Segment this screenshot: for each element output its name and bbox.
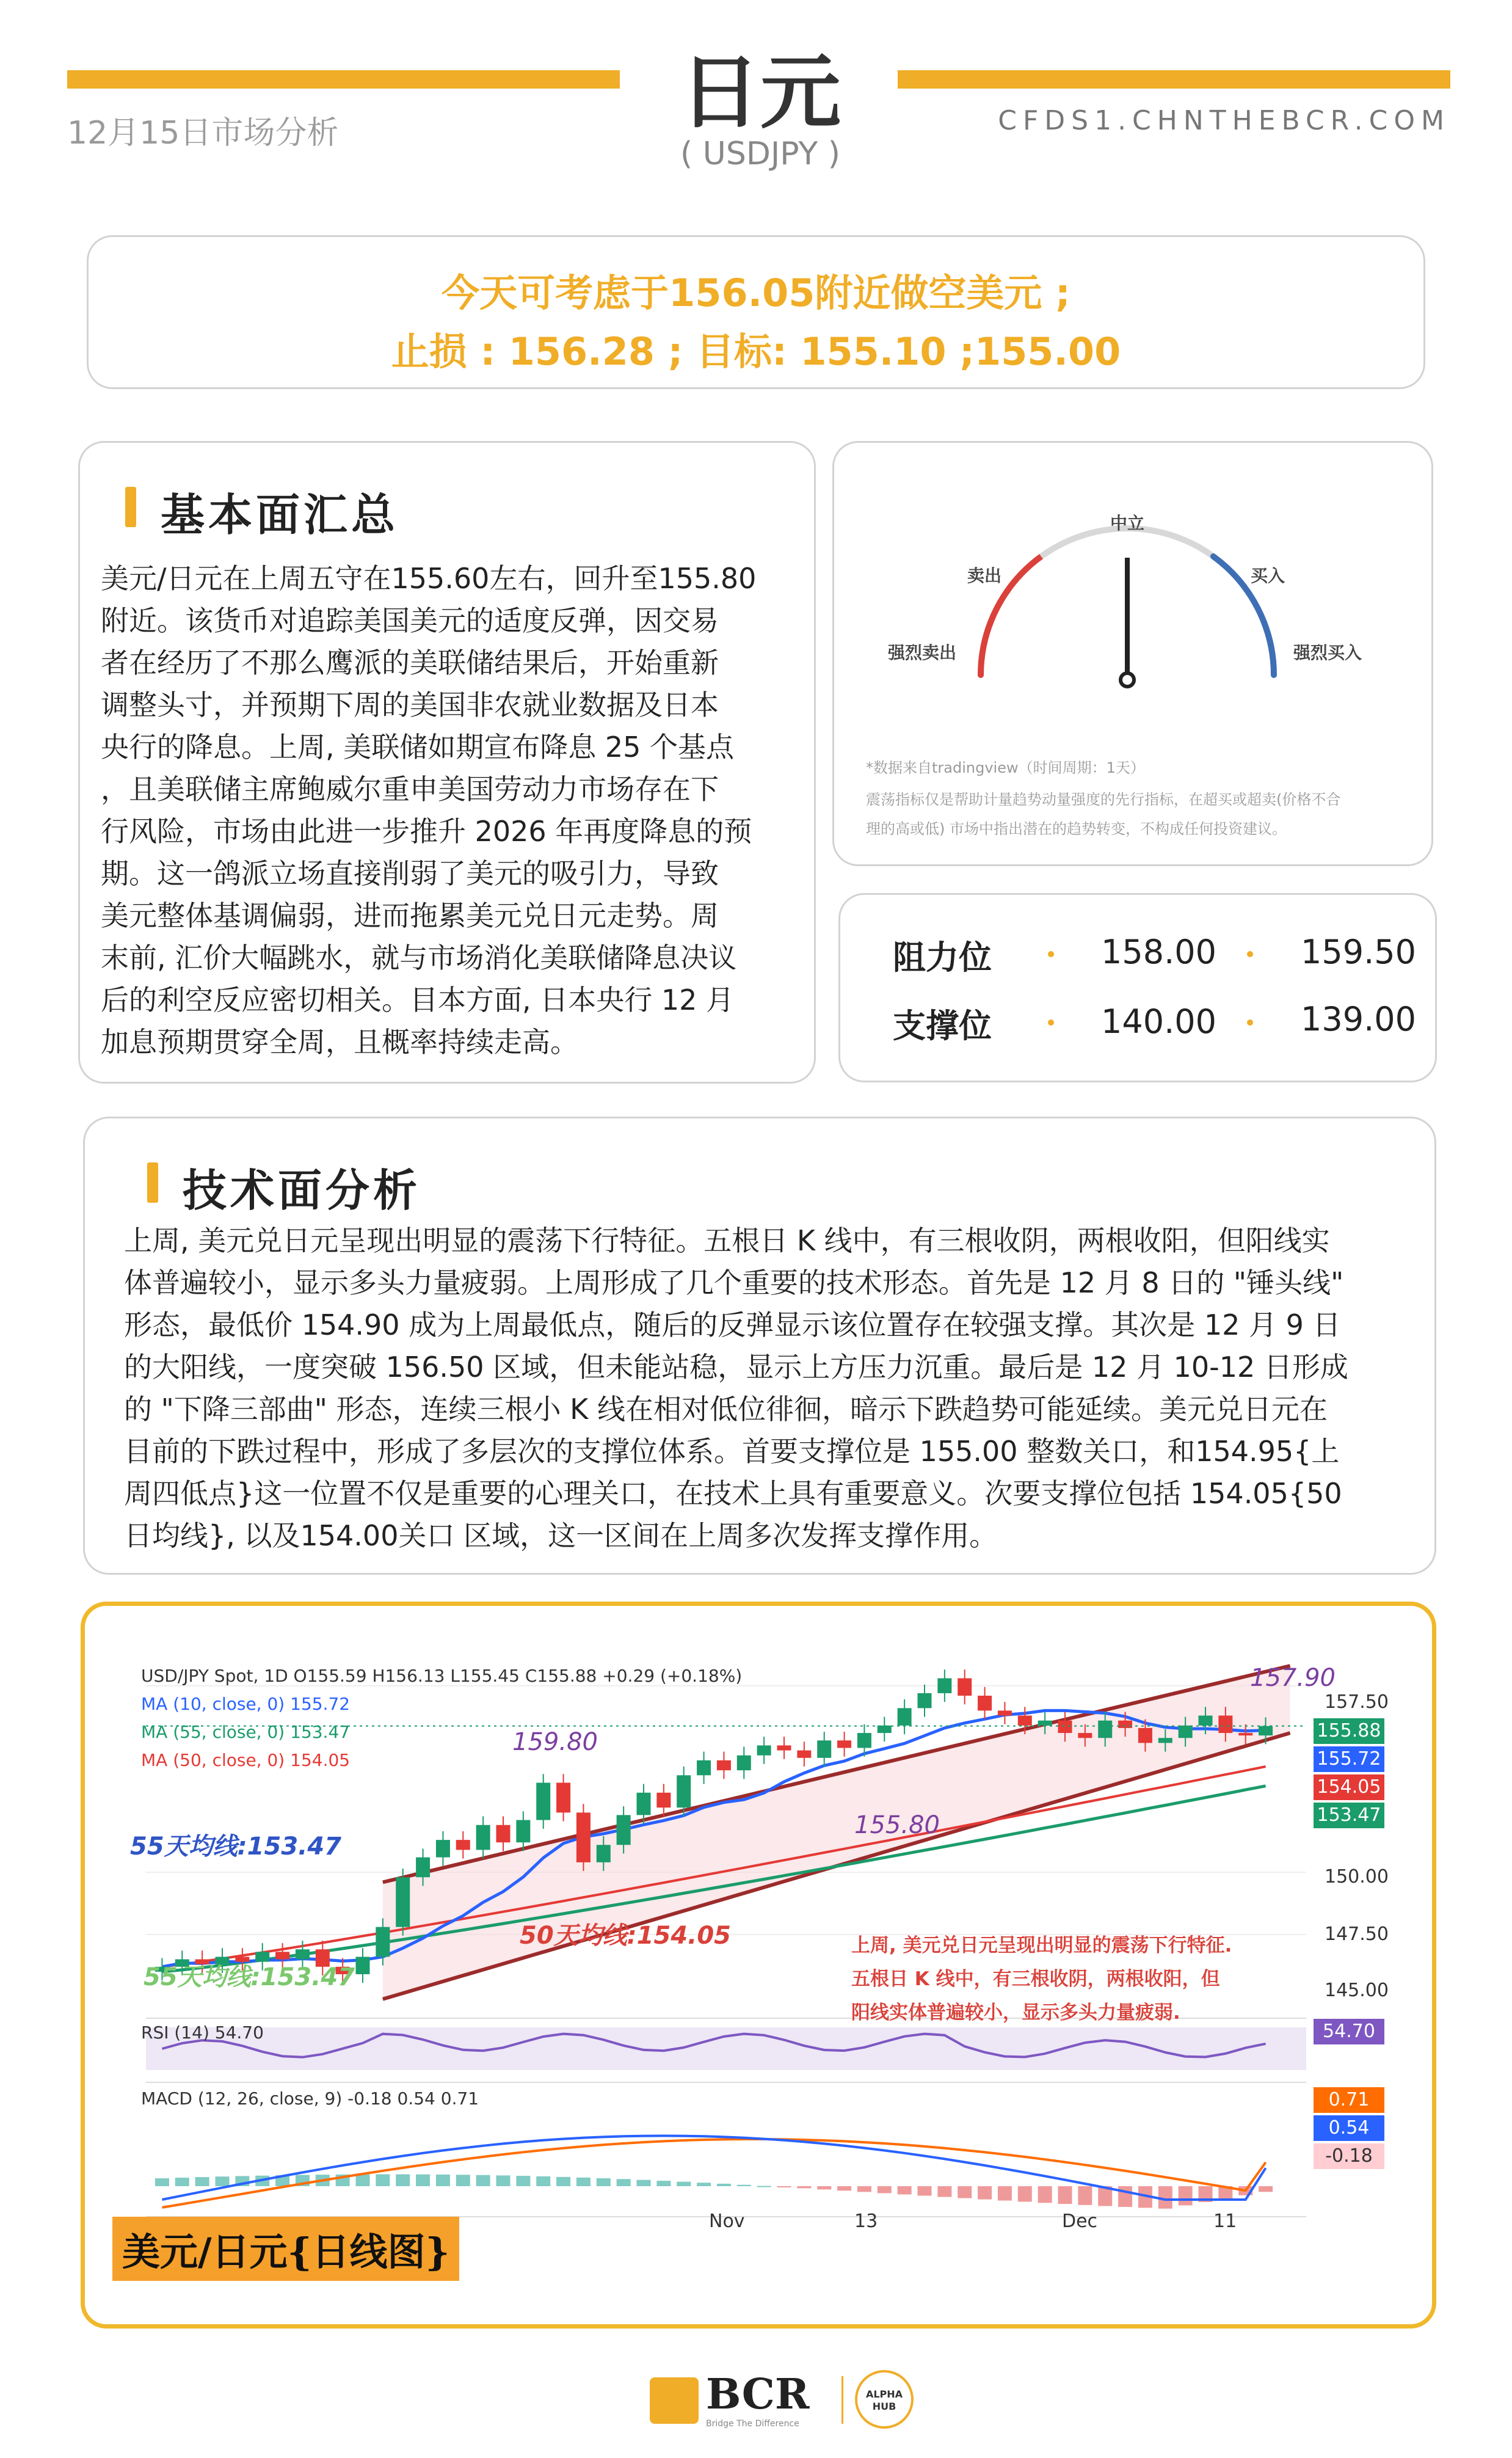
- candle-body: [1078, 1733, 1092, 1738]
- text-line: 的 "下降三部曲" 形态，连续三根小 K 线在相对低位徘徊，暗示下跌趋势可能延续。美元兑日元在: [124, 1393, 1328, 1426]
- chart-legend-ma10: MA (10, close, 0) 155.72: [141, 1694, 351, 1714]
- macd-hist-bar: [376, 2175, 390, 2186]
- macd-hist-bar: [978, 2186, 992, 2200]
- time-axis-label: 11: [1213, 2211, 1237, 2232]
- time-axis-label: Dec: [1062, 2211, 1098, 2232]
- rsi-tag: 54.70: [1314, 2019, 1384, 2044]
- text-line: 形态，最低价 154.90 成为上周最低点，随后的反弹显示该位置存在较强支撑。其次是 12 月 9 日: [124, 1308, 1341, 1341]
- candle-body: [1058, 1721, 1072, 1733]
- macd-hist-bar: [1078, 2186, 1092, 2205]
- time-axis-label: Nov: [709, 2211, 745, 2232]
- macd-hist-bar: [216, 2176, 230, 2186]
- bcr-tagline: Bridge The Difference: [706, 2419, 799, 2429]
- candle-body: [1199, 1716, 1213, 1726]
- candle-body: [998, 1710, 1012, 1715]
- candle-body: [797, 1751, 811, 1758]
- price-axis-label: 150.00: [1325, 1866, 1389, 1887]
- bcr-logo: [650, 2370, 827, 2431]
- annotation-159-80: 159.80: [512, 1728, 598, 1756]
- bullet-dot: [1048, 951, 1054, 957]
- macd-hist-bar: [556, 2177, 570, 2186]
- alpha-hub-logo: [855, 2370, 914, 2429]
- candle-body: [597, 1845, 611, 1862]
- macd-hist-bar: [396, 2175, 410, 2186]
- support-2: 139.00: [1301, 1000, 1416, 1038]
- macd-hist-bar: [817, 2186, 831, 2189]
- text-line: 附近。该货币对追踪美国美元的适度反弹，因交易: [101, 604, 719, 637]
- macd-hist-bar: [597, 2178, 611, 2186]
- macd-hist-bar: [878, 2186, 892, 2193]
- candle-body: [416, 1858, 430, 1878]
- candle-body: [1158, 1738, 1172, 1743]
- macd-hist-bar: [617, 2179, 631, 2186]
- macd-hist-bar: [998, 2186, 1012, 2201]
- macd-hist-bar: [496, 2175, 511, 2186]
- macd-hist-bar: [1018, 2186, 1032, 2201]
- candle-body: [656, 1793, 671, 1807]
- gauge-note-2: 震荡指标仅是帮助计量趋势动量强度的先行指标，在超买或超卖(价格不合: [866, 791, 1341, 808]
- text-line: 后的利空反应密切相关。目本方面, 日本央行 12 月: [101, 983, 735, 1016]
- rsi-label: RSI (14) 54.70: [141, 2022, 264, 2043]
- chart-legend-ohlc: USD/JPY Spot, 1D O155.59 H156.13 L155.45 C155.88 +0.29 (+0.18%): [141, 1666, 743, 1686]
- text-line: 加息预期贯穿全周，且概率持续走高。: [101, 1026, 578, 1059]
- candle-body: [958, 1679, 972, 1696]
- text-line: 美元整体基调偏弱，进而拖累美元兑日元走势。周: [101, 899, 719, 932]
- date-label: 12月15日市场分析: [67, 115, 339, 151]
- gauge-label-strong-buy: 强烈买入: [1293, 643, 1362, 663]
- technical-text: [124, 1220, 1419, 1557]
- candle-body: [978, 1696, 992, 1710]
- macd-hist-bar: [898, 2186, 912, 2194]
- candle-body: [857, 1733, 871, 1748]
- signal-card: [87, 235, 1425, 389]
- macd-label: MACD (12, 26, close, 9) -0.18 0.54 0.71: [141, 2088, 479, 2109]
- candle-body: [476, 1825, 490, 1850]
- signal-line-2: 止损 : 156.28 ; 目标: 155.10 ;155.00: [391, 329, 1121, 374]
- technical-title: 技术面分析: [183, 1155, 421, 1219]
- macd-hist-bar: [195, 2177, 209, 2186]
- macd-hist-bar: [857, 2186, 871, 2192]
- candle-body: [396, 1877, 410, 1927]
- text-line: 上周, 美元兑日元呈现出明显的震荡下行特征。五根日 K 线中，有三根收阴，两根收阳，但阳线实: [124, 1224, 1330, 1257]
- text-line: 者在经历了不那么鹰派的美联储结果后，开始重新: [101, 646, 719, 679]
- page-subtitle: ( USDJPY ): [680, 136, 841, 172]
- candle-body: [677, 1775, 691, 1807]
- macd-hist-bar: [797, 2186, 811, 2188]
- price-axis-label: 147.50: [1325, 1924, 1389, 1945]
- candle-body: [1179, 1726, 1193, 1738]
- text-line: 目前的下跌过程中，形成了多层次的支撑位体系。首要支撑位是 155.00 整数关口，和154.95{上: [124, 1435, 1340, 1468]
- text-line: 行风险，市场由此进一步推升 2026 年再度降息的预: [101, 815, 752, 848]
- resistance-1: 158.00: [1101, 933, 1216, 971]
- candle-body: [376, 1927, 390, 1957]
- price-tag-ma55: 153.47: [1314, 1803, 1384, 1828]
- levels-card: [838, 893, 1437, 1082]
- candle-body: [1218, 1716, 1232, 1734]
- macd-hist-bar: [1038, 2186, 1052, 2203]
- annotation-157-90: 157.90: [1250, 1664, 1336, 1692]
- time-axis-label: 13: [854, 2211, 878, 2232]
- candle-body: [1238, 1733, 1252, 1735]
- gauge-note-1: *数据来自tradingview（时间周期：1天）: [866, 759, 1145, 776]
- header-bar-right: [898, 70, 1450, 89]
- candle-body: [817, 1740, 831, 1758]
- candle-body: [496, 1825, 511, 1843]
- macd-tag-signal: 0.71: [1314, 2087, 1384, 2113]
- chart-caption: 美元/日元{日线图}: [112, 2217, 459, 2281]
- price-tag-ma10: 155.72: [1314, 1746, 1384, 1772]
- macd-hist-bar: [1179, 2186, 1193, 2205]
- macd-hist-bar: [697, 2183, 711, 2186]
- candle-body: [536, 1783, 550, 1820]
- candle-body: [777, 1745, 791, 1750]
- macd-hist-bar: [958, 2186, 972, 2198]
- candle-body: [697, 1760, 711, 1775]
- macd-hist-bar: [656, 2181, 671, 2186]
- macd-hist-bar: [837, 2186, 851, 2190]
- bcr-logo-mark: [650, 2377, 699, 2424]
- macd-hist-bar: [777, 2186, 791, 2187]
- text-line: ，且美联储主席鲍威尔重申美国劳动力市场存在下: [101, 773, 719, 806]
- support-label: 支撑位: [893, 1007, 992, 1045]
- gauge-label-sell: 卖出: [967, 566, 1002, 586]
- gauge-note-3: 理的高或低) 市场中指出潜在的趋势转变，不构成任何投资建议。: [866, 820, 1287, 837]
- sentiment-gauge: [834, 443, 1435, 730]
- macd-hist-bar: [456, 2175, 470, 2186]
- candle-body: [456, 1840, 470, 1850]
- macd-hist-bar: [937, 2186, 951, 2197]
- candle-body: [617, 1815, 631, 1845]
- gauge-label-buy: 买入: [1251, 566, 1285, 586]
- annotation-comment-1: 上周, 美元兑日元呈现出明显的震荡下行特征.: [851, 1935, 1232, 1957]
- candle-body: [717, 1760, 731, 1770]
- fundamental-title: 基本面汇总: [161, 480, 399, 543]
- candle-body: [1038, 1721, 1052, 1726]
- annotation-comment-3: 阳线实体普遍较小，显示多头力量疲弱.: [851, 2002, 1180, 2024]
- resistance-label: 阻力位: [893, 938, 992, 977]
- rsi-panel-band: [146, 2027, 1306, 2070]
- candle-body: [757, 1745, 771, 1755]
- text-line: 日均线}, 以及154.00关口 区域，这一区间在上周多次发挥支撑作用。: [124, 1519, 998, 1552]
- macd-hist-bar: [757, 2186, 771, 2187]
- fundamental-card: [78, 441, 816, 1084]
- candle-body: [1259, 1726, 1273, 1735]
- bcr-logo-text: BCR: [706, 2370, 810, 2419]
- resistance-2: 159.50: [1301, 933, 1416, 971]
- chart-card: [81, 1602, 1436, 2329]
- website-label: CFDS1.CHNTHEBCR.COM: [998, 105, 1450, 136]
- price-tag-close: 155.88: [1314, 1718, 1384, 1744]
- macd-hist-bar: [155, 2178, 169, 2186]
- price-axis-label: 145.00: [1325, 1980, 1389, 2001]
- macd-hist-bar: [436, 2175, 450, 2186]
- header-bar-left: [67, 70, 620, 89]
- text-line: 调整头寸，并预期下周的美国非农就业数据及日本: [101, 688, 719, 721]
- bullet-dot: [1247, 951, 1253, 957]
- candle-body: [637, 1793, 651, 1815]
- candle-body: [878, 1726, 892, 1733]
- candle-body: [898, 1708, 912, 1726]
- annotation-155-80: 155.80: [854, 1811, 940, 1839]
- macd-hist-bar: [576, 2178, 591, 2186]
- candle-body: [516, 1820, 530, 1843]
- annotation-ma55-bottom: 55天均线:153.47: [144, 1963, 355, 1991]
- text-line: 末前, 汇价大幅跳水，就与市场消化美联储降息决议: [101, 941, 737, 974]
- candle-body: [837, 1740, 851, 1748]
- fundamental-text: [101, 558, 797, 1063]
- text-line: 的大阳线，一度突破 156.50 区域，但未能站稳，显示上方压力沉重。最后是 12 月 10-12 日形成: [124, 1351, 1348, 1384]
- bullet-dot: [1048, 1019, 1054, 1026]
- macd-hist-bar: [737, 2185, 751, 2186]
- text-line: 美元/日元在上周五守在155.60左右，回升至155.80: [101, 562, 757, 595]
- macd-tag-hist: -0.18: [1314, 2143, 1384, 2169]
- chart-legend-ma50: MA (50, close, 0) 154.05: [141, 1750, 351, 1770]
- price-axis-label: 157.50: [1325, 1691, 1389, 1713]
- page-title: 日元: [680, 46, 841, 140]
- annotation-ma55-left: 55天均线:153.47: [130, 1833, 342, 1861]
- macd-hist-bar: [1058, 2186, 1072, 2204]
- signal-line-1: 今天可考虑于156.05附近做空美元 ;: [442, 271, 1070, 315]
- macd-hist-bar: [637, 2180, 651, 2186]
- support-1: 140.00: [1101, 1002, 1216, 1041]
- candle-body: [556, 1783, 570, 1813]
- candle-body: [436, 1840, 450, 1858]
- gauge-pivot: [1121, 673, 1134, 687]
- technical-card: [83, 1117, 1436, 1575]
- macd-hist-bar: [536, 2176, 550, 2186]
- macd-hist-bar: [356, 2175, 370, 2186]
- macd-hist-bar: [516, 2176, 530, 2186]
- macd-hist-bar: [476, 2175, 490, 2186]
- macd-tag-macd: 0.54: [1314, 2115, 1384, 2141]
- macd-hist-bar: [416, 2175, 430, 2186]
- candle-body: [737, 1756, 751, 1770]
- alpha-hub-text: ALPHA HUB: [865, 2388, 903, 2412]
- gauge-label-neutral: 中立: [1110, 513, 1145, 533]
- candle-body: [1118, 1721, 1132, 1728]
- bullet-dot: [1247, 1019, 1253, 1026]
- text-line: 周四低点}这一位置不仅是重要的心理关口，在技术上具有重要意义。次要支撑位包括 154.05{50: [124, 1477, 1342, 1510]
- footer-divider: [841, 2376, 843, 2424]
- text-line: 体普遍较小，显示多头力量疲弱。上周形成了几个重要的技术形态。首先是 12 月 8 日的 "锤头线": [124, 1266, 1344, 1299]
- macd-hist-bar: [918, 2186, 932, 2196]
- candle-body: [1138, 1728, 1152, 1743]
- macd-hist-bar: [175, 2178, 189, 2186]
- candle-body: [918, 1693, 932, 1708]
- text-line: 央行的降息。上周, 美联储如期宣布降息 25 个基点: [101, 731, 735, 764]
- chart-legend-ma55: MA (55, close, 0) 153.47: [141, 1722, 351, 1742]
- macd-hist-bar: [1259, 2186, 1273, 2192]
- annotation-ma50: 50天均线:154.05: [520, 1922, 732, 1950]
- candle-body: [1098, 1721, 1112, 1738]
- macd-hist-bar: [1118, 2186, 1132, 2207]
- macd-hist-bar: [717, 2184, 731, 2186]
- candle-body: [1018, 1716, 1032, 1726]
- gauge-label-strong-sell: 强烈卖出: [888, 643, 957, 663]
- annotation-comment-2: 五根日 K 线中，有三根收阴，两根收阳，但: [851, 1968, 1220, 1990]
- gauge-card: [832, 441, 1433, 866]
- price-tag-ma50: 154.05: [1314, 1774, 1384, 1800]
- candle-body: [576, 1812, 591, 1862]
- candle-body: [937, 1679, 951, 1693]
- macd-hist-bar: [677, 2182, 691, 2186]
- candle-body: [356, 1957, 370, 1975]
- text-line: 期。这一鸽派立场直接削弱了美元的吸引力，导致: [101, 857, 719, 890]
